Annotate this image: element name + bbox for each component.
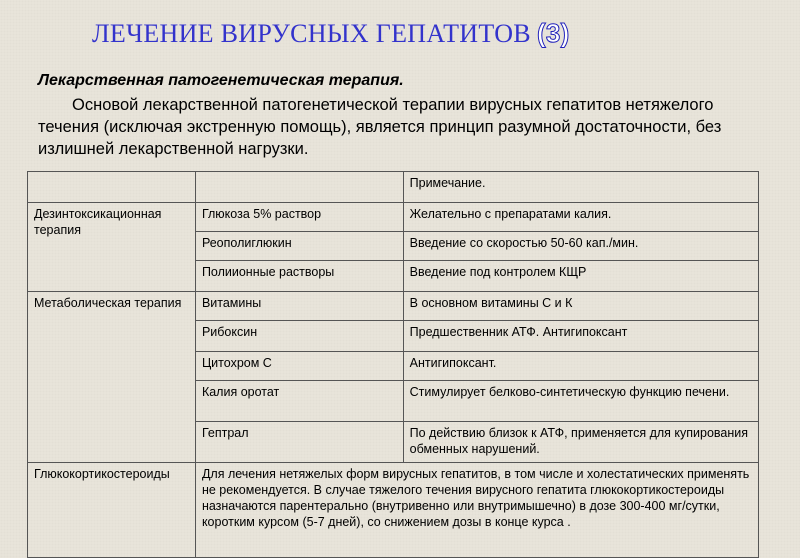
drug-cell: Полиионные растворы bbox=[195, 261, 403, 292]
note-cell: Желательно с препаратами калия. bbox=[403, 203, 758, 232]
drug-cell: Калия оротат bbox=[195, 381, 403, 422]
drug-cell: Реополиглюкин bbox=[195, 232, 403, 261]
header-cell-note: Примечание. bbox=[403, 172, 758, 203]
drug-cell: Рибоксин bbox=[195, 321, 403, 352]
header-cell-drug bbox=[195, 172, 403, 203]
title-main: ЛЕЧЕНИЕ ВИРУСНЫХ ГЕПАТИТОВ bbox=[92, 19, 531, 48]
note-cell-gluco: Для лечения нетяжелых форм вирусных гепатитов, в том числе и холестатических применять не рекомендуется. В случае тяжелого течения вирусного гепатита глюкокортикостероиды назначаются парентерально (внутривенно или внутримышечно) в дозе 300-400 мг/сутки, коротким курсом (5-7 дней), со снижением дозы в конце курса . bbox=[195, 463, 758, 558]
table-row bbox=[28, 203, 759, 232]
note-cell: Введение под контролем КЩР bbox=[403, 261, 758, 292]
table-row bbox=[28, 292, 759, 321]
page-title bbox=[92, 18, 570, 49]
intro-paragraph: Основой лекарственной патогенетической терапии вирусных гепатитов нетяжелого течения (исключая экстренную помощь), является принцип разумной достаточности, без излишней лекарственной нагрузки. bbox=[38, 96, 722, 158]
drug-cell: Глюкоза 5% раствор bbox=[195, 203, 403, 232]
category-detox: Дезинтоксикационная терапия bbox=[28, 203, 196, 292]
note-cell: Стимулирует белково-синтетическую функцию печени. bbox=[403, 381, 758, 422]
category-metabolic: Метаболическая терапия bbox=[28, 292, 196, 463]
therapy-table bbox=[27, 171, 759, 558]
category-gluco: Глюкокортикостероиды bbox=[28, 463, 196, 558]
note-cell: По действию близок к АТФ, применяется для купирования обменных нарушений. bbox=[403, 422, 758, 463]
note-cell: Антигипоксант. bbox=[403, 352, 758, 381]
note-cell: Введение со скоростью 50-60 кап./мин. bbox=[403, 232, 758, 261]
drug-cell: Цитохром С bbox=[195, 352, 403, 381]
table-header-row bbox=[28, 172, 759, 203]
title-number: (3) bbox=[536, 18, 570, 48]
drug-cell: Витамины bbox=[195, 292, 403, 321]
drug-cell: Гептрал bbox=[195, 422, 403, 463]
section-subheading: Лекарственная патогенетическая терапия. bbox=[38, 72, 404, 89]
note-cell: В основном витамины С и К bbox=[403, 292, 758, 321]
header-cell-category bbox=[28, 172, 196, 203]
table-row bbox=[28, 463, 759, 558]
note-cell: Предшественник АТФ. Антигипоксант bbox=[403, 321, 758, 352]
